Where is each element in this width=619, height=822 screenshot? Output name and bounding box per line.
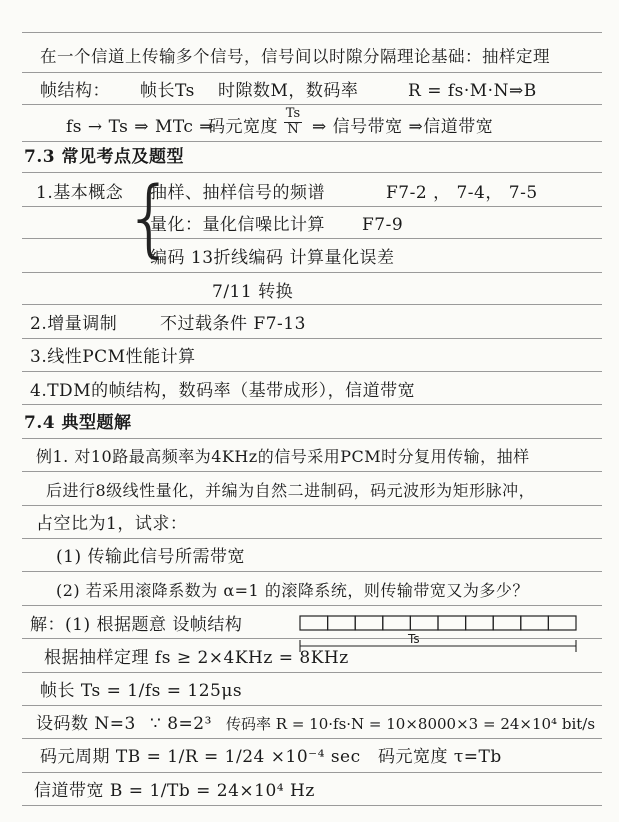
frame-slot [328, 616, 356, 630]
fraction [282, 107, 304, 137]
chain-formula-end: ⇒ 信号带宽 ⇒信道带宽 [312, 117, 494, 137]
ruled-line [22, 571, 602, 572]
ruled-line [22, 605, 602, 606]
ruled-line [22, 338, 602, 339]
ts-span-label: Ts [408, 632, 420, 646]
topic-tdm: 4.TDM的帧结构，数码率（基带成形），信道带宽 [30, 381, 416, 401]
ruled-line [22, 238, 602, 239]
note-line-theory: 在一个信道上传输多个信号，信号间以时隙分隔理论基础：抽样定理 [40, 47, 550, 66]
solution-symbol-period: 码元周期 TB = 1/R = 1/24 ×10⁻⁴ sec [40, 747, 361, 767]
topic-basic-concepts: 1.基本概念 [36, 183, 124, 203]
frame-slot [521, 616, 549, 630]
ruled-line [22, 772, 602, 773]
ruled-line [22, 371, 602, 372]
frame-slot [300, 616, 328, 630]
solution-line-3: 帧长 Ts = 1/fs = 125μs [40, 681, 243, 701]
topic-quantization: 量化：量化信噪比计算 [150, 215, 325, 235]
example-line-1: 例1. 对10路最高频率为4KHz的信号采用PCM时分复用传输，抽样 [36, 447, 530, 466]
frame-slot [493, 616, 521, 630]
frame-slot [548, 616, 576, 630]
frame-slot [438, 616, 466, 630]
fraction-numerator: Ts [285, 106, 301, 121]
frame-slot [410, 616, 438, 630]
frame-slot [383, 616, 411, 630]
ruled-line [22, 404, 602, 405]
solution-power-of-two: ∵ 8=2³ [150, 714, 212, 734]
ruled-line [22, 738, 602, 739]
ruled-line [22, 471, 602, 472]
solution-channel-bandwidth: 信道带宽 B = 1/Tb = 24×10⁴ Hz [34, 781, 315, 801]
solution-line-2: 根据抽样定理 fs ≥ 2×4KHz = 8KHz [44, 648, 349, 668]
topic-sampling-ref: F7-2 ， 7-4， 7-5 [386, 183, 538, 203]
frame-slot [466, 616, 494, 630]
section-7-4-heading: 7.4 典型题解 [24, 413, 132, 433]
topic-quantization-ref: F7-9 [362, 215, 404, 235]
ruled-line [22, 438, 602, 439]
curly-brace-icon: { [124, 168, 175, 267]
topic-sampling: 抽样、抽样信号的频谱 [150, 183, 325, 203]
section-7-3-heading: 7.3 常见考点及题型 [24, 147, 184, 167]
frame-structure-label: 帧结构： [40, 81, 110, 101]
topic-delta-modulation: 2.增量调制 [30, 314, 118, 334]
solution-bit-rate: 传码率 R = 10·fs·N = 10×8000×3 = 24×10⁴ bit/s [226, 715, 596, 733]
solution-code-count: 设码数 N=3 [36, 714, 136, 734]
conversion-note: 7/11 转换 [212, 282, 294, 302]
ruled-line [22, 141, 602, 142]
rate-formula: R = fs·M·N⇒B [408, 81, 537, 101]
symbol-width-label: 码元宽度 [208, 117, 278, 137]
ruled-line [22, 538, 602, 539]
ruled-line [22, 805, 602, 806]
ruled-line [22, 304, 602, 305]
ruled-line [22, 206, 602, 207]
frame-length-text: 帧长Ts [140, 81, 195, 101]
fraction-denominator: N [287, 122, 299, 137]
chain-formula-start: fs → Ts ⇒ MTc ⇒ [66, 117, 215, 137]
topic-linear-pcm: 3.线性PCM性能计算 [30, 347, 196, 367]
ruled-line [22, 505, 602, 506]
ruled-line [22, 672, 602, 673]
frame-slots [300, 616, 576, 630]
topic-coding: 编码 13折线编码 计算量化误差 [150, 248, 395, 268]
example-line-3: 占空比为1，试求： [36, 514, 188, 534]
ruled-line [22, 705, 602, 706]
ruled-line [22, 272, 602, 273]
ruled-line [22, 172, 602, 173]
question-2: (2) 若采用滚降系数为 α=1 的滚降系统，则传输带宽又为多少？ [56, 581, 529, 600]
slot-count-text: 时隙数M，数码率 [218, 81, 359, 101]
solution-symbol-width: 码元宽度 τ=Tb [378, 747, 502, 767]
ruled-line [22, 72, 602, 73]
frame-slot [355, 616, 383, 630]
solution-line-1: 解：(1) 根据题意 设帧结构 [30, 615, 243, 635]
ruled-line [22, 32, 602, 33]
example-line-2: 后进行8级线性量化，并编为自然二进制码，码元波形为矩形脉冲， [46, 481, 536, 500]
topic-delta-ref: 不过载条件 F7-13 [160, 314, 306, 334]
ruled-line [22, 104, 602, 105]
question-1: (1) 传输此信号所需带宽 [56, 547, 245, 567]
